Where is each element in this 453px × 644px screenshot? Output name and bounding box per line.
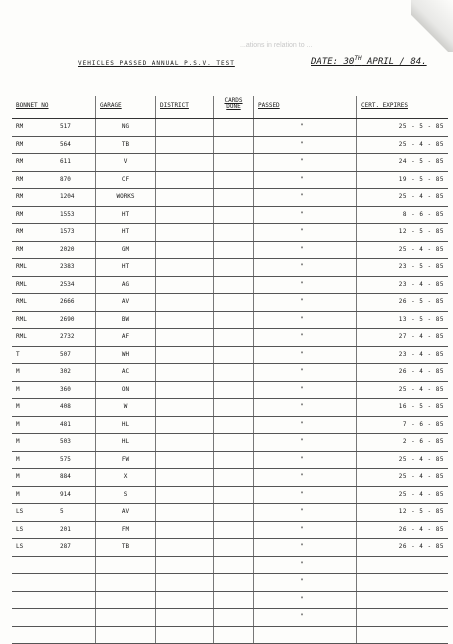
- table-row: [12, 277, 448, 295]
- garage-cell: [96, 592, 156, 609]
- cards-done-cell: [214, 609, 254, 626]
- cards-done-cell: [214, 434, 254, 451]
- garage-cell: TB: [96, 539, 156, 556]
- passed-cell: ": [254, 277, 357, 294]
- passed-cell: ": [254, 242, 357, 259]
- bonnet-number: 884: [60, 469, 71, 485]
- header-passed: PASSED: [254, 96, 357, 118]
- bonnet-number: 360: [60, 382, 71, 398]
- cert-expiry-cell: 12 - 5 - 85: [357, 504, 448, 521]
- header-garage: GARAGE: [96, 96, 156, 118]
- district-cell: [156, 119, 214, 136]
- table-row: [12, 329, 448, 347]
- bonnet-prefix: M: [16, 364, 20, 380]
- cert-expiry-cell: 12 - 5 - 85: [357, 224, 448, 241]
- table-row: [12, 364, 448, 382]
- bonnet-no-cell: [12, 224, 96, 241]
- table-row: [12, 137, 448, 155]
- cert-expiry-cell: 25 - 4 - 85: [357, 452, 448, 469]
- bonnet-prefix: RML: [16, 277, 27, 293]
- table-row: [12, 154, 448, 172]
- cert-expiry-cell: 23 - 4 - 85: [357, 347, 448, 364]
- district-cell: [156, 557, 214, 574]
- district-cell: [156, 452, 214, 469]
- district-cell: [156, 434, 214, 451]
- district-cell: [156, 627, 214, 644]
- bonnet-no-cell: [12, 574, 96, 591]
- passed-cell: ": [254, 504, 357, 521]
- bonnet-number: 1204: [60, 189, 74, 205]
- bonnet-no-cell: [12, 154, 96, 171]
- passed-cell: ": [254, 137, 357, 154]
- passed-cell: [254, 627, 357, 644]
- passed-cell: ": [254, 609, 357, 626]
- bonnet-no-cell: [12, 207, 96, 224]
- cards-done-cell: [214, 539, 254, 556]
- district-cell: [156, 574, 214, 591]
- cards-done-cell: [214, 154, 254, 171]
- bonnet-number: 1553: [60, 207, 74, 223]
- garage-cell: WH: [96, 347, 156, 364]
- district-cell: [156, 347, 214, 364]
- cert-expiry-cell: [357, 574, 448, 591]
- passed-cell: ": [254, 417, 357, 434]
- bonnet-prefix: RML: [16, 312, 27, 328]
- document-date: [311, 55, 427, 67]
- table-row: [12, 259, 448, 277]
- bonnet-number: 870: [60, 172, 71, 188]
- bonnet-prefix: RM: [16, 224, 23, 240]
- passed-cell: ": [254, 522, 357, 539]
- garage-cell: AV: [96, 294, 156, 311]
- page-curl: [411, 0, 453, 52]
- passed-cell: ": [254, 207, 357, 224]
- cards-done-cell: [214, 312, 254, 329]
- district-cell: [156, 259, 214, 276]
- bonnet-prefix: RM: [16, 154, 23, 170]
- bonnet-number: 507: [60, 347, 71, 363]
- bonnet-number: 2020: [60, 242, 74, 258]
- cert-expiry-cell: 25 - 4 - 85: [357, 137, 448, 154]
- cards-done-cell: [214, 557, 254, 574]
- bonnet-no-cell: [12, 522, 96, 539]
- garage-cell: CF: [96, 172, 156, 189]
- bonnet-prefix: RM: [16, 242, 23, 258]
- garage-cell: X: [96, 469, 156, 486]
- cards-done-cell: [214, 417, 254, 434]
- passed-cell: ": [254, 434, 357, 451]
- bonnet-prefix: M: [16, 417, 20, 433]
- district-cell: [156, 154, 214, 171]
- cert-expiry-cell: 8 - 6 - 85: [357, 207, 448, 224]
- bonnet-number: 2534: [60, 277, 74, 293]
- blank-table-row: [12, 557, 448, 575]
- bonnet-prefix: RM: [16, 137, 23, 153]
- header-cards: CARDS: [224, 97, 242, 104]
- cert-expiry-cell: 25 - 4 - 85: [357, 469, 448, 486]
- blank-table-row: [12, 627, 448, 644]
- bonnet-prefix: RM: [16, 207, 23, 223]
- cards-done-cell: [214, 382, 254, 399]
- district-cell: [156, 364, 214, 381]
- cert-expiry-cell: 25 - 4 - 85: [357, 487, 448, 504]
- cards-done-cell: [214, 329, 254, 346]
- cards-done-cell: [214, 259, 254, 276]
- cards-done-cell: [214, 242, 254, 259]
- bonnet-no-cell: [12, 312, 96, 329]
- blank-table-row: [12, 609, 448, 627]
- passed-cell: ": [254, 487, 357, 504]
- bonnet-no-cell: [12, 557, 96, 574]
- bonnet-no-cell: [12, 119, 96, 136]
- bonnet-number: 302: [60, 364, 71, 380]
- garage-cell: GM: [96, 242, 156, 259]
- bonnet-no-cell: [12, 364, 96, 381]
- garage-cell: HL: [96, 417, 156, 434]
- table-row: [12, 399, 448, 417]
- cards-done-cell: [214, 294, 254, 311]
- garage-cell: NG: [96, 119, 156, 136]
- garage-cell: [96, 557, 156, 574]
- bonnet-no-cell: [12, 487, 96, 504]
- bonnet-number: 575: [60, 452, 71, 468]
- table-body: [12, 119, 448, 644]
- table-row: [12, 487, 448, 505]
- cert-expiry-cell: 26 - 4 - 85: [357, 539, 448, 556]
- garage-cell: V: [96, 154, 156, 171]
- garage-cell: [96, 574, 156, 591]
- passed-cell: ": [254, 259, 357, 276]
- table-row: [12, 189, 448, 207]
- bonnet-prefix: RML: [16, 329, 27, 345]
- cert-expiry-cell: 23 - 5 - 85: [357, 259, 448, 276]
- header-done: DONE: [226, 103, 240, 110]
- garage-cell: TB: [96, 137, 156, 154]
- table-row: [12, 452, 448, 470]
- bonnet-no-cell: [12, 434, 96, 451]
- passed-cell: ": [254, 119, 357, 136]
- table-row: [12, 224, 448, 242]
- bonnet-number: 1573: [60, 224, 74, 240]
- garage-cell: [96, 609, 156, 626]
- bonnet-no-cell: [12, 469, 96, 486]
- table-row: [12, 294, 448, 312]
- passed-cell: ": [254, 172, 357, 189]
- passed-cell: ": [254, 329, 357, 346]
- garage-cell: HT: [96, 224, 156, 241]
- district-cell: [156, 469, 214, 486]
- garage-cell: HL: [96, 434, 156, 451]
- header-cards-done: [214, 96, 254, 118]
- bonnet-number: 914: [60, 487, 71, 503]
- date-sup: TH: [354, 55, 361, 62]
- garage-cell: WORKS: [96, 189, 156, 206]
- cert-expiry-cell: [357, 592, 448, 609]
- date-suffix: APRIL / 84.: [362, 57, 427, 67]
- bonnet-prefix: T: [16, 347, 20, 363]
- cert-expiry-cell: 2 - 6 - 85: [357, 434, 448, 451]
- bonnet-prefix: RML: [16, 259, 27, 275]
- table-row: [12, 434, 448, 452]
- table-header: [12, 96, 448, 119]
- garage-cell: [96, 627, 156, 644]
- bonnet-number: 503: [60, 434, 71, 450]
- table-row: [12, 504, 448, 522]
- bonnet-prefix: M: [16, 382, 20, 398]
- header-district: DISTRICT: [156, 96, 214, 118]
- bonnet-no-cell: [12, 627, 96, 644]
- cards-done-cell: [214, 522, 254, 539]
- bonnet-number: 2732: [60, 329, 74, 345]
- cert-expiry-cell: 16 - 5 - 85: [357, 399, 448, 416]
- bonnet-prefix: M: [16, 469, 20, 485]
- district-cell: [156, 189, 214, 206]
- bonnet-no-cell: [12, 329, 96, 346]
- bonnet-prefix: RML: [16, 294, 27, 310]
- garage-cell: AV: [96, 504, 156, 521]
- cards-done-cell: [214, 452, 254, 469]
- bonnet-number: 481: [60, 417, 71, 433]
- cards-done-cell: [214, 347, 254, 364]
- cert-expiry-cell: 19 - 5 - 85: [357, 172, 448, 189]
- table-row: [12, 539, 448, 557]
- bonnet-number: 611: [60, 154, 71, 170]
- district-cell: [156, 294, 214, 311]
- district-cell: [156, 592, 214, 609]
- cert-expiry-cell: 27 - 4 - 85: [357, 329, 448, 346]
- passed-cell: ": [254, 469, 357, 486]
- district-cell: [156, 329, 214, 346]
- blank-table-row: [12, 592, 448, 610]
- vehicle-table: [12, 96, 448, 644]
- cert-expiry-cell: 26 - 4 - 85: [357, 364, 448, 381]
- cert-expiry-cell: [357, 609, 448, 626]
- district-cell: [156, 609, 214, 626]
- cards-done-cell: [214, 172, 254, 189]
- cert-expiry-cell: 26 - 5 - 85: [357, 294, 448, 311]
- passed-cell: ": [254, 592, 357, 609]
- bonnet-no-cell: [12, 539, 96, 556]
- cert-expiry-cell: 25 - 4 - 85: [357, 242, 448, 259]
- cards-done-cell: [214, 224, 254, 241]
- cards-done-cell: [214, 627, 254, 644]
- garage-cell: AF: [96, 329, 156, 346]
- cert-expiry-cell: 13 - 5 - 85: [357, 312, 448, 329]
- bonnet-no-cell: [12, 259, 96, 276]
- garage-cell: FW: [96, 452, 156, 469]
- garage-cell: BW: [96, 312, 156, 329]
- cards-done-cell: [214, 364, 254, 381]
- district-cell: [156, 522, 214, 539]
- header-cert-expires: CERT. EXPIRES: [357, 96, 448, 118]
- bonnet-no-cell: [12, 399, 96, 416]
- cards-done-cell: [214, 189, 254, 206]
- passed-cell: ": [254, 224, 357, 241]
- passed-cell: ": [254, 189, 357, 206]
- cards-done-cell: [214, 119, 254, 136]
- garage-cell: HT: [96, 207, 156, 224]
- cards-done-cell: [214, 137, 254, 154]
- cert-expiry-cell: 23 - 4 - 85: [357, 277, 448, 294]
- bonnet-number: 2690: [60, 312, 74, 328]
- cert-expiry-cell: 25 - 4 - 85: [357, 382, 448, 399]
- cards-done-cell: [214, 399, 254, 416]
- garage-cell: ON: [96, 382, 156, 399]
- document-title: VEHICLES PASSED ANNUAL P.S.V. TEST: [78, 60, 235, 67]
- passed-cell: ": [254, 452, 357, 469]
- passed-cell: ": [254, 399, 357, 416]
- cards-done-cell: [214, 469, 254, 486]
- table-row: [12, 312, 448, 330]
- table-row: [12, 207, 448, 225]
- faint-header-text: ...ations in relation to ...: [240, 42, 312, 49]
- header-bonnet-no: BONNET NO: [12, 96, 96, 118]
- bonnet-no-cell: [12, 452, 96, 469]
- bonnet-prefix: RM: [16, 119, 23, 135]
- passed-cell: ": [254, 154, 357, 171]
- cards-done-cell: [214, 504, 254, 521]
- passed-cell: ": [254, 382, 357, 399]
- bonnet-prefix: LS: [16, 504, 23, 520]
- table-row: [12, 347, 448, 365]
- blank-table-row: [12, 574, 448, 592]
- cert-expiry-cell: 7 - 6 - 85: [357, 417, 448, 434]
- district-cell: [156, 539, 214, 556]
- bonnet-prefix: RM: [16, 172, 23, 188]
- district-cell: [156, 224, 214, 241]
- passed-cell: ": [254, 294, 357, 311]
- cert-expiry-cell: [357, 557, 448, 574]
- bonnet-number: 201: [60, 522, 71, 538]
- table-row: [12, 417, 448, 435]
- bonnet-number: 2666: [60, 294, 74, 310]
- district-cell: [156, 312, 214, 329]
- bonnet-prefix: M: [16, 399, 20, 415]
- garage-cell: HT: [96, 259, 156, 276]
- bonnet-no-cell: [12, 347, 96, 364]
- district-cell: [156, 242, 214, 259]
- cert-expiry-cell: 24 - 5 - 85: [357, 154, 448, 171]
- table-row: [12, 242, 448, 260]
- garage-cell: AC: [96, 364, 156, 381]
- cert-expiry-cell: 26 - 4 - 85: [357, 522, 448, 539]
- table-row: [12, 469, 448, 487]
- cards-done-cell: [214, 574, 254, 591]
- bonnet-number: 287: [60, 539, 71, 555]
- district-cell: [156, 504, 214, 521]
- bonnet-number: 408: [60, 399, 71, 415]
- bonnet-number: 517: [60, 119, 71, 135]
- cards-done-cell: [214, 207, 254, 224]
- table-row: [12, 522, 448, 540]
- district-cell: [156, 399, 214, 416]
- bonnet-no-cell: [12, 504, 96, 521]
- garage-cell: FM: [96, 522, 156, 539]
- table-row: [12, 382, 448, 400]
- bonnet-prefix: M: [16, 452, 20, 468]
- passed-cell: ": [254, 364, 357, 381]
- bonnet-no-cell: [12, 242, 96, 259]
- cert-expiry-cell: 25 - 5 - 85: [357, 119, 448, 136]
- table-row: [12, 172, 448, 190]
- bonnet-no-cell: [12, 277, 96, 294]
- bonnet-prefix: RM: [16, 189, 23, 205]
- bonnet-prefix: M: [16, 487, 20, 503]
- district-cell: [156, 417, 214, 434]
- bonnet-no-cell: [12, 172, 96, 189]
- passed-cell: ": [254, 312, 357, 329]
- bonnet-no-cell: [12, 137, 96, 154]
- passed-cell: ": [254, 557, 357, 574]
- bonnet-prefix: LS: [16, 539, 23, 555]
- passed-cell: ": [254, 347, 357, 364]
- bonnet-no-cell: [12, 189, 96, 206]
- cards-done-cell: [214, 487, 254, 504]
- cards-done-cell: [214, 592, 254, 609]
- cards-done-cell: [214, 277, 254, 294]
- cert-expiry-cell: 25 - 4 - 85: [357, 189, 448, 206]
- garage-cell: S: [96, 487, 156, 504]
- bonnet-number: 5: [60, 504, 64, 520]
- bonnet-number: 564: [60, 137, 71, 153]
- passed-cell: ": [254, 539, 357, 556]
- bonnet-no-cell: [12, 609, 96, 626]
- bonnet-prefix: M: [16, 434, 20, 450]
- bonnet-prefix: LS: [16, 522, 23, 538]
- bonnet-no-cell: [12, 294, 96, 311]
- district-cell: [156, 207, 214, 224]
- district-cell: [156, 382, 214, 399]
- cert-expiry-cell: [357, 627, 448, 644]
- garage-cell: W: [96, 399, 156, 416]
- bonnet-no-cell: [12, 592, 96, 609]
- district-cell: [156, 277, 214, 294]
- district-cell: [156, 172, 214, 189]
- bonnet-number: 2383: [60, 259, 74, 275]
- passed-cell: ": [254, 574, 357, 591]
- district-cell: [156, 137, 214, 154]
- date-prefix: DATE: 30: [311, 57, 354, 67]
- bonnet-no-cell: [12, 417, 96, 434]
- garage-cell: AG: [96, 277, 156, 294]
- bonnet-no-cell: [12, 382, 96, 399]
- district-cell: [156, 487, 214, 504]
- table-row: [12, 119, 448, 137]
